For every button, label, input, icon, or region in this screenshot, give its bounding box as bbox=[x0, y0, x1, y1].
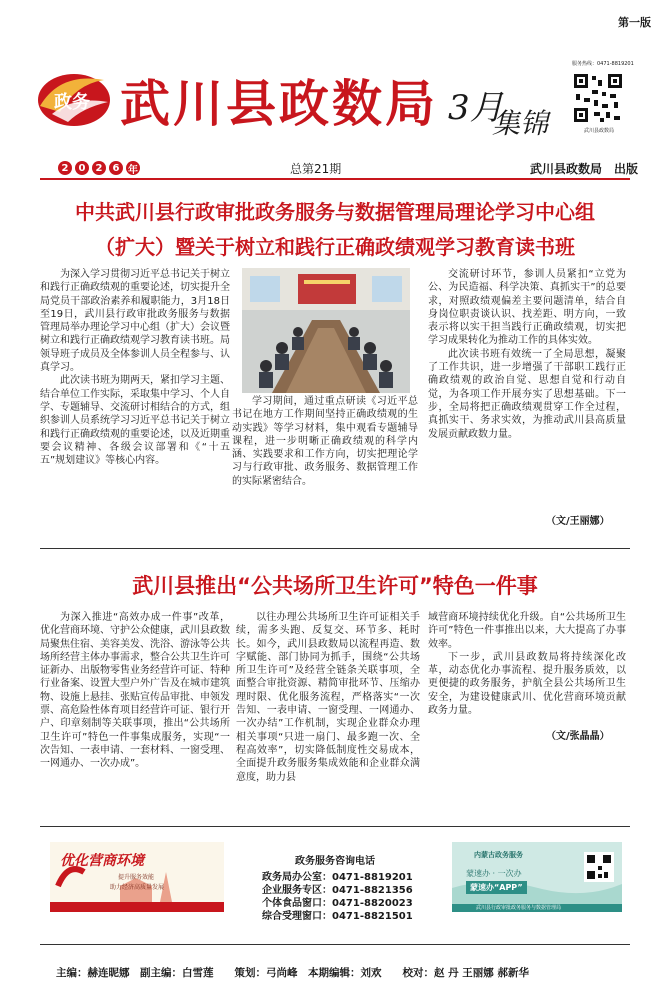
logo-text: 政务 bbox=[54, 92, 90, 113]
hotline-number: 0471-8819201 bbox=[332, 872, 413, 883]
article1-signature: （文/王丽娜） bbox=[546, 516, 610, 527]
hotline-label: 综合受理窗口： bbox=[262, 911, 332, 922]
paragraph: 为深入推进“高效办成一件事”改革，优化营商环境、守护公众健康，武川县政数局聚焦住宿、美容美发、洗浴、游泳等公共场所经营主体办事需求，整合公共卫生许可证新办、出版物零售业务经营许可证、特种行业备案、设置大型户外广告及在城市建筑物、设施上悬挂、张贴宣传品审批、申领发票、高危险性体育项目经营许可证、银行开户、印章刻制等关联事项，推出“公共场所卫生许可”特色一件事集成服务，实现“一次告知、一表申请、一套材料、一窗受理、一网通办、一次办成”。 bbox=[40, 612, 230, 770]
meeting-photo bbox=[242, 268, 410, 393]
qr-caption-top: 服务热线：0471-8819201 bbox=[572, 61, 634, 67]
footer-divider bbox=[40, 826, 630, 827]
ad-left-title: 优化营商环境 bbox=[60, 853, 144, 869]
credits-divider bbox=[40, 944, 630, 945]
masthead-title: 武川县政数局 bbox=[120, 74, 438, 133]
hotline-label: 企业服务专区： bbox=[262, 885, 332, 896]
hotline-row bbox=[262, 907, 462, 922]
issue-number: 总第21期 bbox=[290, 162, 342, 176]
section-divider bbox=[40, 548, 630, 549]
paragraph: 下一步，武川县政数局将持续深化改革，动态优化办事流程、提升服务质效，以更便捷的政务服务，护航全县公共场所卫生安全，为建设健康武川、优化营商环境贡献政务力量。 bbox=[428, 651, 626, 717]
edition-label: 第一版 bbox=[618, 16, 651, 29]
issue-year bbox=[58, 161, 140, 175]
article1-column-1 bbox=[40, 268, 230, 467]
article2-column-3 bbox=[428, 611, 626, 717]
ad-left-line2: 助力经济高质量发展 bbox=[110, 884, 165, 891]
article1-column-2 bbox=[232, 395, 418, 488]
hotline-label: 政务局办公室： bbox=[262, 872, 332, 883]
masthead-series: 集锦 bbox=[492, 107, 549, 140]
paragraph: 交流研讨环节，参训人员紧扣“立党为公、为民造福、科学决策、真抓实干”的总要求，对照政绩观偏差主要问题清单，结合自身岗位职责谈认识、找差距、明方向，一致表示将以实干担当践行正确政绩观，切实把学习成果转化为推动工作的具体实效。 bbox=[428, 269, 626, 347]
article1-column-3 bbox=[428, 268, 626, 441]
publisher: 武川县政数局 出版 bbox=[530, 162, 639, 176]
year-char: 2 bbox=[58, 161, 72, 175]
hotline-title: 政务服务咨询电话 bbox=[295, 856, 375, 867]
qr-caption-bottom: 武川县政数局 bbox=[584, 128, 615, 134]
paragraph: 以往办理公共场所卫生许可证相关手续，需多头跑、反复交、环节多、耗时长。如今，武川县政数局以流程再造、数字赋能、部门协同为抓手，围绕“公共场所卫生许可”及经营全链条关联事项，全面整合审批资源、精简审批环节、压缩办理时限、优化服务流程，严格落实“一次告知、一表申请、一窗受理、一网通办、一次办结”工作机制，实现企业群众办理相关事项“只进一扇门、最多跑一次、全程高效率”，切实降低制度性交易成本，全面提升政务服务集成效能和企业群众满意度，助力县 bbox=[236, 612, 420, 783]
article2-column-2 bbox=[236, 611, 420, 784]
year-char: 年 bbox=[126, 161, 140, 175]
ad-right-slogan2: 蒙速办“APP” bbox=[466, 881, 527, 894]
year-char: 2 bbox=[92, 161, 106, 175]
ad-right-slogan1: 蒙速办 · 一次办 bbox=[466, 869, 522, 878]
paragraph: 域营商环境持续优化升级。自“公共场所卫生许可”特色一件事推出以来，大大提高了办事效率。 bbox=[428, 612, 626, 650]
article2-column-1 bbox=[40, 611, 230, 771]
year-char: 6 bbox=[109, 161, 123, 175]
article1-title-line2: （扩大）暨关于树立和践行正确政绩观学习教育读书班 bbox=[95, 235, 575, 259]
logo-icon bbox=[30, 62, 114, 134]
article2-title: 武川县推出“公共场所卫生许可”特色一件事 bbox=[132, 574, 538, 598]
qr-code-icon bbox=[572, 72, 624, 124]
hotline-label: 个体食品窗口： bbox=[262, 898, 332, 909]
credits: 主编：赫连昵娜 副主编：白雪莲 策划：弓尚峰 本期编辑：刘欢 校对：赵 丹 王丽娜 郝新华 bbox=[56, 967, 529, 979]
paragraph: 此次读书班为期两天，紧扣学习主题、结合单位工作实际，采取集中学习、个人自学、专题辅导、交流研讨相结合的方式，组织参训人员系统学习习近平总书记关于树立和践行正确政绩观的重要论述，以及近期重要会议精神、各级会议部署和《“十五五”规划建议》等核心内容。 bbox=[40, 375, 230, 467]
article1-title-line1: 中共武川县行政审批政务服务与数据管理局理论学习中心组 bbox=[75, 200, 595, 224]
article2-signature: （文/张晶晶） bbox=[546, 731, 610, 742]
ad-right-footer: 武川县行政审批政务服务与数据管理局 bbox=[476, 905, 562, 911]
masthead-month: 3月 bbox=[448, 88, 504, 128]
ad-left-line1: 提升服务效能 bbox=[118, 874, 155, 881]
paragraph: 此次读书班有效统一了全局思想，凝聚了工作共识，进一步增强了干部职工践行正确政绩观的政治自觉、思想自觉和行动自觉，为各项工作开展夯实了思想基础。下一步，全局将把正确政绩观贯穿工作全过程，真抓实干、务求实效，为推动武川县高质量发展贡献政数力量。 bbox=[428, 348, 626, 440]
hotline-number: 0471-8821501 bbox=[332, 911, 413, 922]
hotline-number: 0471-8821356 bbox=[332, 885, 413, 896]
hotline-number: 0471-8820023 bbox=[332, 898, 413, 909]
header-divider bbox=[40, 178, 630, 180]
ad-right-header: 内蒙古政务服务 bbox=[474, 851, 523, 859]
paragraph: 学习期间，通过重点研读《习近平总书记在地方工作期间坚持正确政绩观的生动实践》等学习材料，集中观看专题辅导课程，进一步明晰正确政绩观的科学内涵、实践要求和工作方向，切实把理论学习与行政审批、政务服务、数据管理工作的实际紧密结合。 bbox=[232, 396, 418, 487]
year-char: 0 bbox=[75, 161, 89, 175]
paragraph: 为深入学习贯彻习近平总书记关于树立和践行正确政绩观的重要论述，切实提升全局党员干部政治素养和履职能力，3月18日至19日，武川县行政审批政务服务与数据管理局举办理论学习中心组（扩大）会议暨树立和践行正确政绩观学习教育读书班。局领导班子成员及全体参训人员全程参与、认真学习。 bbox=[40, 269, 230, 374]
